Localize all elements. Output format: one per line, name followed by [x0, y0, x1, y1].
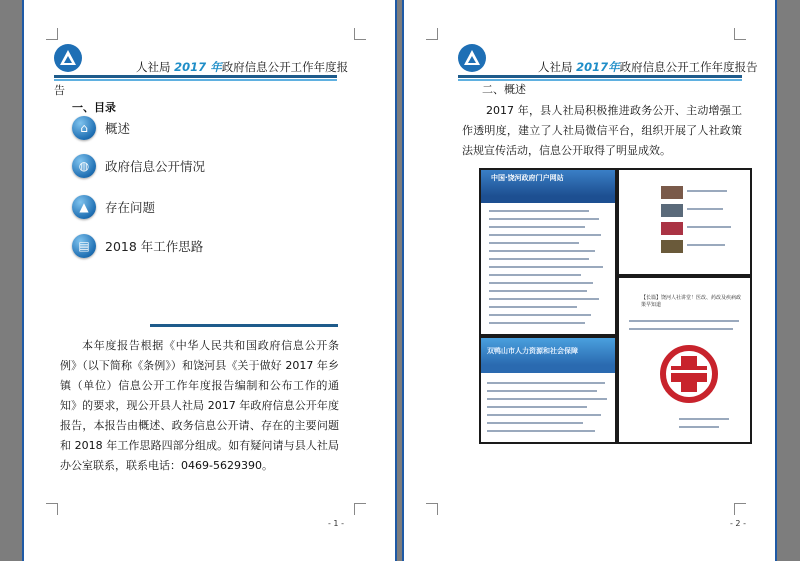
- wechat-title: 【长篇】饶河人社讲堂！医改、药改及疾病政策早知道: [641, 295, 742, 308]
- header-title: 政府信息公开工作年度报告: [619, 60, 758, 74]
- overview-paragraph: 2017 年，县人社局积极推进政务公开、主动增强工作透明度，建立了人社局微信平台，组织开展了人社政策法规宣传活动，信息公开取得了明显成效。: [462, 104, 742, 157]
- header-rule: [54, 75, 337, 78]
- hr-site-pane: [481, 338, 615, 442]
- toc-label: 存在问题: [105, 200, 156, 215]
- crop-mark: [354, 503, 366, 515]
- document-icon: ▤: [72, 234, 96, 258]
- header-prefix: 人社局: [538, 60, 573, 74]
- toc-item-overview[interactable]: [72, 115, 130, 141]
- header-rule: [458, 75, 742, 78]
- intro-paragraph: 本年度报告根据《中华人民共和国政府信息公开条例》（以下简称《条例》）和饶河县《关于做好 2017 年乡镇（单位）信息公开工作年度报告编制和公布工作的通知》的要求，现公开县人社局 2017 年政府信息公开年度报告，本报告由概述、政务信息公开请、存在的主要问题和 2018 年工作思路四部分组成。如有疑问请与县人社局办公室联系，联系电话：0469-5629390。: [60, 339, 339, 472]
- header-year: 2017 年: [174, 60, 222, 74]
- crop-mark: [46, 28, 58, 40]
- bureau-logo-icon: [54, 44, 82, 72]
- crop-mark: [426, 28, 438, 40]
- page-number: - 1 -: [328, 519, 344, 528]
- warning-icon: ▲: [72, 195, 96, 219]
- bureau-logo-icon: [458, 44, 486, 72]
- page-1: [22, 0, 397, 561]
- gov-site-pane: [481, 170, 615, 334]
- header-rule-light: [54, 79, 337, 81]
- toc-item-plan[interactable]: [72, 233, 203, 259]
- toc-item-disclosure[interactable]: [72, 153, 205, 179]
- header-title: 政府信息公开工作年度报: [221, 60, 349, 74]
- globe-icon: ◍: [72, 154, 96, 178]
- crop-mark: [734, 503, 746, 515]
- wechat-article-pane: [619, 278, 750, 442]
- news-list-pane: [619, 170, 750, 274]
- crop-mark: [734, 28, 746, 40]
- website-screenshot: [479, 168, 752, 444]
- toc-label: 2018 年工作思路: [105, 239, 204, 254]
- header-prefix: 人社局: [136, 60, 171, 74]
- gov-site-nav: [481, 196, 615, 203]
- hr-site-title: 双鸭山市人力资源和社会保障: [481, 338, 615, 365]
- crop-mark: [46, 503, 58, 515]
- crop-mark: [354, 28, 366, 40]
- toc-label: 政府信息公开情况: [105, 159, 206, 174]
- header-year: 2017年: [576, 60, 620, 74]
- page-2: [402, 0, 777, 561]
- toc-item-issues[interactable]: [72, 194, 155, 220]
- page-header: [538, 59, 758, 75]
- medical-cross-illustration: [659, 344, 719, 404]
- crop-mark: [426, 503, 438, 515]
- toc-heading: 一、目录: [72, 101, 116, 114]
- header-wrap: 告: [54, 84, 65, 97]
- section-heading: 二、概述: [482, 83, 526, 96]
- gov-site-title: 中国·饶河政府门户网站: [481, 170, 615, 196]
- home-icon: ⌂: [72, 116, 96, 140]
- page-number: - 2 -: [730, 519, 746, 528]
- section-rule: [150, 324, 338, 327]
- page-header: [136, 59, 348, 75]
- toc-label: 概述: [105, 121, 131, 136]
